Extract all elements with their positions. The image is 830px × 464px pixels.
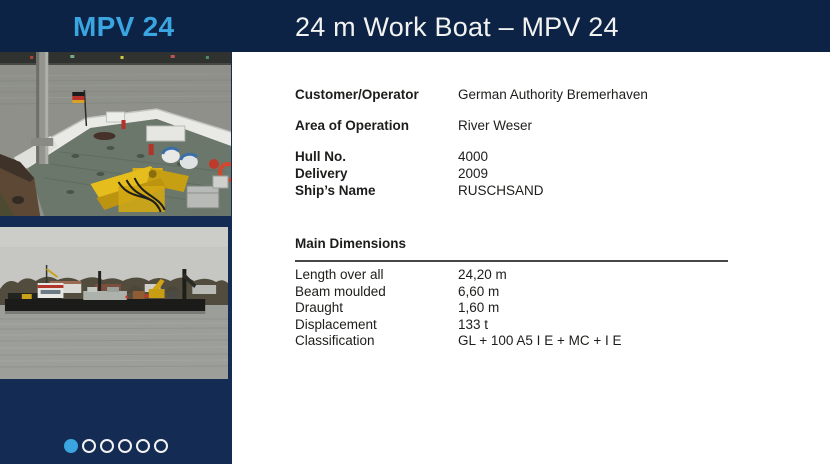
photo-sidebar bbox=[0, 52, 232, 464]
dim-row bbox=[295, 284, 830, 301]
dim-label: Length over all bbox=[295, 267, 384, 282]
boat-on-river-illustration bbox=[0, 227, 228, 379]
dim-value: 6,60 m bbox=[458, 283, 500, 299]
pagination-dot-2[interactable] bbox=[82, 439, 96, 453]
boat-on-river-photo bbox=[0, 227, 228, 379]
pagination-dot-6[interactable] bbox=[154, 439, 168, 453]
spec-label: Delivery bbox=[295, 166, 348, 181]
dim-label: Displacement bbox=[295, 316, 377, 332]
dim-row bbox=[295, 333, 830, 350]
sidebar-title: MPV 24 bbox=[73, 11, 175, 42]
section-divider bbox=[295, 260, 728, 262]
content-panel bbox=[232, 52, 830, 464]
spec-value: River Weser bbox=[458, 118, 533, 133]
main-dimensions-heading: Main Dimensions bbox=[295, 236, 407, 251]
boat-deck-photo bbox=[0, 52, 231, 216]
dim-row bbox=[295, 300, 830, 317]
spec-value: RUSCHSAND bbox=[458, 183, 544, 198]
pagination-dot-5[interactable] bbox=[136, 439, 150, 453]
specs-table bbox=[295, 86, 830, 199]
dim-value: GL + 100 A5 I E + MC + I E bbox=[458, 333, 622, 348]
spec-row bbox=[295, 165, 830, 182]
dim-label: Classification bbox=[295, 333, 375, 348]
spec-value: 2009 bbox=[458, 166, 489, 181]
dim-label: Beam moulded bbox=[295, 283, 386, 299]
spec-label: Customer/Operator bbox=[295, 87, 419, 102]
pagination-dot-4[interactable] bbox=[118, 439, 132, 453]
page-title: 24 m Work Boat – MPV 24 bbox=[295, 12, 619, 42]
spec-row bbox=[295, 148, 830, 165]
dim-value: 133 t bbox=[458, 316, 489, 332]
spec-value: 4000 bbox=[458, 149, 489, 164]
dim-value: 1,60 m bbox=[458, 300, 500, 315]
spec-group bbox=[295, 148, 830, 199]
dim-value: 24,20 m bbox=[458, 267, 507, 282]
spec-label: Ship’s Name bbox=[295, 183, 376, 198]
spec-value: German Authority Bremerhaven bbox=[458, 87, 648, 102]
spec-group bbox=[295, 117, 830, 134]
dim-row bbox=[295, 267, 830, 284]
main-dimensions-table bbox=[295, 267, 830, 350]
spec-group bbox=[295, 86, 830, 103]
spec-label: Hull No. bbox=[295, 149, 346, 164]
boat-deck-illustration bbox=[0, 52, 231, 216]
spec-label: Area of Operation bbox=[295, 118, 410, 133]
dim-row bbox=[295, 317, 830, 334]
header-bar bbox=[0, 0, 830, 52]
dim-label: Draught bbox=[295, 300, 344, 315]
pagination-dots bbox=[0, 439, 232, 453]
pagination-dot-3[interactable] bbox=[100, 439, 114, 453]
spec-row bbox=[295, 86, 830, 103]
pagination-dot-1[interactable] bbox=[64, 439, 78, 453]
spec-row bbox=[295, 117, 830, 134]
spec-row bbox=[295, 182, 830, 199]
